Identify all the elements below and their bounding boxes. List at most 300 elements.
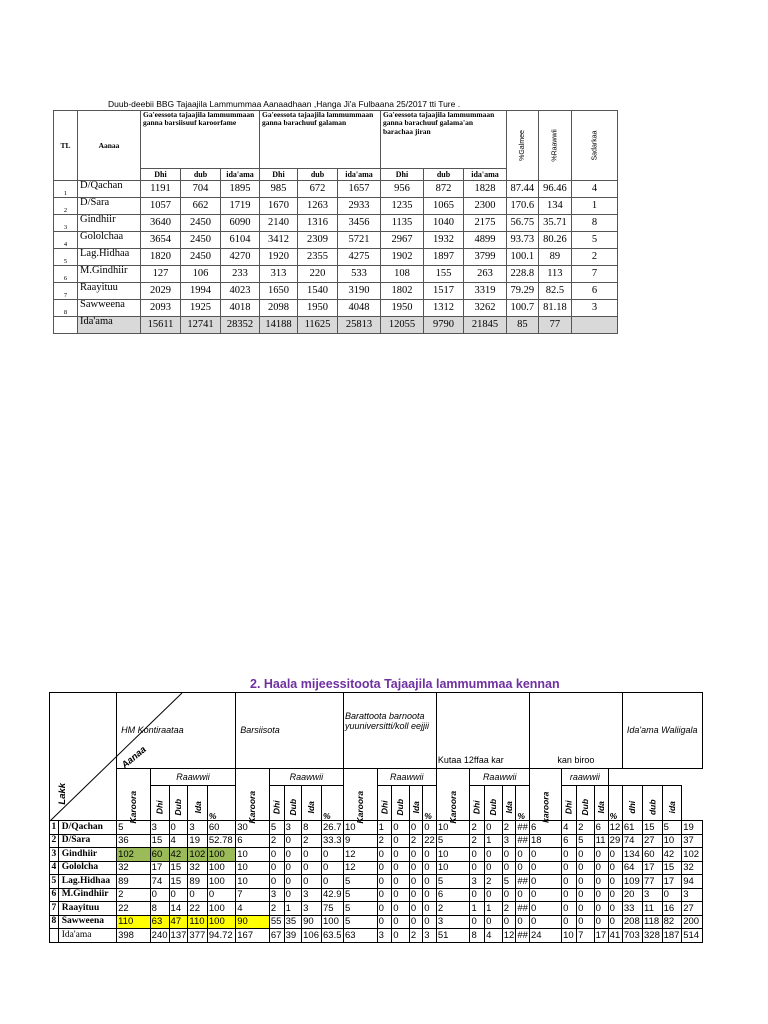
group-planned: Ga'eessota tajaajila lammummaan ganna barsiisuuf karoorfame	[141, 111, 260, 169]
table-cell: 0	[516, 888, 530, 902]
table-cell: 1828	[464, 181, 507, 198]
table-cell: 60	[643, 848, 663, 862]
table-cell: 0	[392, 902, 410, 916]
table-cell: 0	[502, 861, 516, 875]
total-cell: 398	[117, 929, 151, 943]
district-name: D/Qachan	[58, 821, 116, 835]
table-cell: 0	[284, 888, 302, 902]
table-cell: 32	[117, 861, 151, 875]
table-cell: 5	[572, 232, 618, 249]
table-cell: 6	[436, 888, 470, 902]
table-cell: 8	[572, 215, 618, 232]
table-cell: 5	[343, 875, 377, 889]
table-cell: 35.71	[538, 215, 571, 232]
table-cell: 0	[392, 888, 410, 902]
table-cell: 0	[409, 875, 422, 889]
table-cell: 2098	[260, 300, 298, 317]
karoora-header: Karoora	[436, 769, 470, 821]
dhi-header: Dhi	[377, 786, 392, 821]
group-attending: Ga'eessota tajaajila lammummaan ganna barachuuf galama'an barachaa jiran	[381, 111, 507, 169]
table-cell: 0	[529, 875, 561, 889]
table-cell: 27	[682, 902, 703, 916]
table-cell: 96.46	[538, 181, 571, 198]
table-cell: 11	[643, 902, 663, 916]
table-cell: 6090	[221, 215, 260, 232]
table-cell: 2967	[381, 232, 424, 249]
total-label: Ida'ama	[78, 317, 141, 334]
table-cell: 10	[436, 821, 470, 835]
table-cell: 0	[392, 821, 410, 835]
table-cell: 0	[562, 915, 577, 929]
table-cell: 0	[269, 861, 284, 875]
total-cell: 7	[577, 929, 595, 943]
sub-header: Dhi	[381, 169, 424, 181]
table-cell: 18	[529, 834, 561, 848]
table-cell: 0	[577, 848, 595, 862]
table-cell: 100	[207, 915, 235, 929]
row-number: 3	[54, 215, 78, 232]
table-cell: 5721	[338, 232, 381, 249]
row-number: 1	[54, 181, 78, 198]
table-cell: 0	[284, 848, 302, 862]
table-cell: 0	[392, 861, 410, 875]
row-number: 1	[50, 821, 59, 835]
row-number: 7	[54, 283, 78, 300]
total-cell: 25813	[338, 317, 381, 334]
table-cell: 0	[594, 875, 608, 889]
table-cell: ##	[517, 821, 528, 833]
table-cell: 208	[622, 915, 642, 929]
ida-header: Ida	[188, 786, 207, 821]
percent-header: %	[608, 786, 622, 821]
district-name: Sawweena	[78, 300, 141, 317]
sub-header: ida'ama	[221, 169, 260, 181]
table-cell: 56.75	[507, 215, 539, 232]
district-name: Gololcha	[58, 861, 116, 875]
table-cell: 6	[594, 821, 608, 835]
table-cell: 0	[608, 915, 622, 929]
table-cell: 7	[236, 888, 270, 902]
table-cell: 1994	[181, 283, 221, 300]
table-cell: 2	[572, 249, 618, 266]
table-cell: 2	[436, 902, 470, 916]
table-cell: 0	[377, 902, 392, 916]
table-cell: 36	[117, 834, 151, 848]
table-cell: 29	[608, 834, 622, 848]
table-cell: 7	[572, 266, 618, 283]
table-cell: 4048	[338, 300, 381, 317]
table-cell: 1057	[141, 198, 181, 215]
ida-header: Ida	[409, 786, 422, 821]
total-cell: 63.5	[323, 929, 342, 941]
row-number: 4	[54, 232, 78, 249]
total-cell: 77	[538, 317, 571, 334]
table-cell: 1802	[381, 283, 424, 300]
table-cell: 102	[117, 848, 151, 862]
table-cell: 2140	[260, 215, 298, 232]
table-cell: 0	[392, 848, 410, 862]
table-cell: 1950	[298, 300, 338, 317]
table1-caption: Duub-deebii BBG Tajaajila Lammummaa Aanaadhaan ,Hanga Ji'a Fulbaana 25/2017 tti Ture .	[108, 99, 461, 109]
table-row	[50, 834, 703, 848]
table-cell: 1932	[424, 232, 464, 249]
table-cell: 0	[322, 875, 344, 889]
table-cell: 1263	[298, 198, 338, 215]
total-row	[54, 317, 618, 334]
table-cell: 47	[169, 915, 188, 929]
table-cell: 10	[236, 848, 270, 862]
sub-header: Dhi	[141, 169, 181, 181]
table-cell: 3	[682, 888, 703, 902]
table-cell: 33	[622, 902, 642, 916]
table-cell: 27	[643, 834, 663, 848]
table-cell: 0	[409, 861, 422, 875]
district-name: M.Gindhiir	[78, 266, 141, 283]
table-cell: 134	[538, 198, 571, 215]
table-cell: 1	[485, 902, 503, 916]
table-cell: 3	[188, 821, 207, 835]
table-cell: 0	[470, 888, 485, 902]
total-cell: 63	[343, 929, 377, 943]
table-cell: 0	[562, 861, 577, 875]
table-cell: 1135	[381, 215, 424, 232]
district-name: Gololchaa	[78, 232, 141, 249]
table-cell: 5	[577, 834, 595, 848]
lakk-label: Lakk	[57, 782, 69, 805]
table-cell: 12	[343, 848, 377, 862]
table-cell: 100	[207, 875, 235, 889]
table-cell: 0	[392, 915, 410, 929]
group-idaama-waliigala: Ida'ama Waliigala	[622, 693, 702, 769]
table-cell: 3654	[141, 232, 181, 249]
table-cell: 102	[682, 848, 703, 862]
table-cell: 5	[436, 834, 470, 848]
table-cell: 2	[409, 834, 422, 848]
row-number: 5	[54, 249, 78, 266]
dhi-header: Dhi	[269, 786, 284, 821]
col-tl: TL	[54, 111, 78, 181]
table-cell: 3190	[338, 283, 381, 300]
dub-header: Dub	[392, 786, 410, 821]
table-cell: 19	[188, 834, 207, 848]
percent-header: %	[423, 786, 437, 821]
table-cell: 0	[423, 875, 437, 889]
table-cell: 94	[682, 875, 703, 889]
table-cell: 533	[338, 266, 381, 283]
table-cell: 4018	[221, 300, 260, 317]
table-cell: 9	[343, 834, 377, 848]
table-cell: 60	[207, 821, 235, 835]
table-cell: 17	[150, 861, 169, 875]
table-cell: 0	[562, 848, 577, 862]
table-cell: 1657	[338, 181, 381, 198]
table-cell: 0	[207, 888, 235, 902]
row-number: 3	[50, 848, 59, 862]
table-cell: 1897	[424, 249, 464, 266]
table-row	[54, 181, 618, 198]
table-cell: 15	[169, 875, 188, 889]
group-kan-biroo: kan biroo	[529, 693, 622, 769]
total-cell: 514	[682, 929, 703, 943]
ida-header: Ida	[302, 786, 322, 821]
table-cell: 0	[322, 848, 344, 862]
table-cell: 662	[181, 198, 221, 215]
table-cell: 100	[322, 915, 344, 929]
table-cell: 0	[377, 888, 392, 902]
table-cell: 0	[409, 888, 422, 902]
table-cell: 102	[188, 848, 207, 862]
table-cell: 90	[302, 915, 322, 929]
table-cell: 0	[502, 888, 516, 902]
table-cell: 1925	[181, 300, 221, 317]
table-cell: 0	[529, 848, 561, 862]
table-cell: 22	[117, 902, 151, 916]
table-cell: 33.3	[323, 835, 342, 846]
table-cell: 200	[682, 915, 703, 929]
raawwii-header: Raawwii	[470, 769, 529, 786]
total-cell: 106	[302, 929, 322, 943]
total-row	[50, 929, 703, 943]
total-cell: 39	[284, 929, 302, 943]
total-cell: 67	[269, 929, 284, 943]
table-cell: 106	[181, 266, 221, 283]
table-cell: 2	[117, 888, 151, 902]
table-cell: 0	[608, 888, 622, 902]
table-cell: 0	[423, 848, 437, 862]
table-row	[54, 249, 618, 266]
table-cell: 3	[643, 888, 663, 902]
table-cell: 4023	[221, 283, 260, 300]
table-cell: 0	[409, 915, 422, 929]
total-cell: 3	[377, 929, 392, 943]
total-cell: 8	[470, 929, 485, 943]
table-cell: 1	[377, 821, 392, 835]
table-cell: 0	[608, 902, 622, 916]
table-cell: 10	[662, 834, 682, 848]
table-cell: 1820	[141, 249, 181, 266]
table-cell: 0	[284, 861, 302, 875]
table-cell: 20	[622, 888, 642, 902]
table-cell: 0	[485, 848, 503, 862]
table-cell: 32	[682, 861, 703, 875]
row-number: 2	[50, 834, 59, 848]
table-cell: 90	[236, 915, 270, 929]
dhi-header: Dhi	[562, 786, 577, 821]
total-cell: 21845	[464, 317, 507, 334]
table-cell: 3319	[464, 283, 507, 300]
raawwii-header: Raawwii	[150, 769, 236, 786]
table-cell: 64	[622, 861, 642, 875]
table-cell: 985	[260, 181, 298, 198]
table-cell: 0	[562, 888, 577, 902]
table-row	[50, 861, 703, 875]
table-cell: 3	[436, 915, 470, 929]
table-cell: 0	[608, 875, 622, 889]
table-cell: 100	[207, 848, 235, 862]
total-cell: 12	[503, 929, 515, 941]
table-cell: 0	[502, 848, 516, 862]
aanaa-label: Aanaa	[119, 744, 149, 771]
table-cell: 26.7	[323, 821, 342, 833]
karoora-header: Karoora	[117, 769, 151, 821]
table-cell: 3799	[464, 249, 507, 266]
table-cell: 4	[562, 821, 577, 835]
table-cell: 1895	[221, 181, 260, 198]
table-cell: 37	[682, 834, 703, 848]
table-cell: 0	[529, 902, 561, 916]
total-cell: 3	[423, 929, 437, 943]
total-blank	[54, 317, 78, 334]
table-cell: 6104	[221, 232, 260, 249]
table-cell: 1670	[260, 198, 298, 215]
table-cell: 8	[150, 902, 169, 916]
table-cell: 22	[188, 902, 207, 916]
total-cell: 12055	[381, 317, 424, 334]
table-cell: 2933	[338, 198, 381, 215]
col-aanaa: Aanaa	[78, 111, 141, 181]
total-cell: 24	[529, 929, 561, 943]
karoora-header: karoora	[529, 769, 561, 821]
table-cell: 3	[302, 902, 322, 916]
total-cell: 10	[562, 929, 577, 943]
district-name: Raayituu	[78, 283, 141, 300]
percent-header: %	[516, 786, 530, 821]
table-row	[50, 915, 703, 929]
table-cell: 61	[622, 821, 642, 835]
table-cell: 0	[516, 861, 530, 875]
table-cell: 0	[302, 875, 322, 889]
table-cell: 3	[284, 821, 302, 835]
total-label: Ida'ama	[58, 929, 116, 943]
district-name: Lag.Hidhaa	[58, 875, 116, 889]
total-blank	[50, 929, 59, 943]
table-cell: 100.1	[507, 249, 539, 266]
row-number: 8	[50, 915, 59, 929]
table-cell: 0	[594, 902, 608, 916]
table-cell: 108	[381, 266, 424, 283]
table-cell: 0	[409, 821, 422, 835]
table-cell: 2	[577, 821, 595, 835]
table-row	[50, 821, 703, 835]
table-cell: 1065	[424, 198, 464, 215]
total-cell	[572, 317, 618, 334]
table-cell: ##	[517, 875, 528, 887]
table-cell: 5	[662, 821, 682, 835]
percent-header: %	[322, 786, 344, 821]
table-cell: 6	[529, 821, 561, 835]
total-cell: 240	[151, 929, 168, 941]
table-cell: 0	[529, 915, 561, 929]
sub-header: dub	[181, 169, 221, 181]
table-row	[54, 198, 618, 215]
table-cell: 100	[207, 902, 235, 916]
row-number: 6	[50, 888, 59, 902]
table-cell: 220	[298, 266, 338, 283]
table-cell: 2029	[141, 283, 181, 300]
table-cell: ##	[517, 902, 528, 914]
table-cell: 14	[169, 902, 188, 916]
dub-header: Dub	[485, 786, 503, 821]
table-cell: 89	[117, 875, 151, 889]
table-cell: 0	[485, 888, 503, 902]
table-cell: 74	[150, 875, 169, 889]
table-cell: ##	[517, 835, 528, 846]
table-cell: 11	[594, 834, 608, 848]
table-cell: 3	[269, 888, 284, 902]
table-cell: 0	[188, 888, 207, 902]
table-row	[54, 266, 618, 283]
table-cell: 17	[662, 875, 682, 889]
dhi-header: Dhi	[470, 786, 485, 821]
table-cell: 81.18	[538, 300, 571, 317]
table-cell: 60	[150, 848, 169, 862]
district-name: Raayituu	[58, 902, 116, 916]
table-cell: 32	[188, 861, 207, 875]
table-cell: 42	[662, 848, 682, 862]
table-cell: 3412	[260, 232, 298, 249]
table-cell: 52.78	[207, 834, 235, 848]
table-cell: 2	[269, 834, 284, 848]
ida-header: Ida	[502, 786, 516, 821]
table-cell: 3262	[464, 300, 507, 317]
raawwii-header: raawwii	[562, 769, 609, 786]
table-cell: 2	[502, 821, 516, 835]
table-cell: 15	[169, 861, 188, 875]
table-row	[54, 215, 618, 232]
col-galmee: %Galmee	[507, 111, 539, 181]
table-cell: 5	[117, 821, 151, 835]
table-cell: 0	[516, 915, 530, 929]
table-cell: 2	[377, 834, 392, 848]
table-cell: 0	[392, 875, 410, 889]
group-barsiisota: Barsiisota	[236, 693, 344, 769]
sub-header: dub	[424, 169, 464, 181]
enrollment-table	[53, 110, 618, 334]
table-cell: 5	[343, 902, 377, 916]
table-cell: 0	[377, 915, 392, 929]
table-cell: 1	[470, 902, 485, 916]
table-cell: 5	[269, 821, 284, 835]
group-barattoota: Barattoota barnoota yuuniversitti/koll eejjii	[343, 693, 436, 769]
table-cell: 0	[662, 888, 682, 902]
table-cell: 12	[608, 821, 622, 835]
total-cell: 9790	[424, 317, 464, 334]
table-cell: 4270	[221, 249, 260, 266]
table-cell: 10	[236, 861, 270, 875]
karoora-header: Karoora	[343, 769, 377, 821]
table-cell: 0	[269, 875, 284, 889]
table-cell: 0	[608, 848, 622, 862]
table-cell: 1517	[424, 283, 464, 300]
table-cell: 0	[302, 861, 322, 875]
table-cell: 110	[188, 915, 207, 929]
table-cell: 155	[424, 266, 464, 283]
sub-header: Dhi	[260, 169, 298, 181]
row-number: 2	[54, 198, 78, 215]
table-cell: 0	[284, 834, 302, 848]
total-cell: 187	[662, 929, 682, 943]
group-kutaa12: Kutaa 12ffaa kar	[436, 693, 529, 769]
table-cell: 1	[485, 834, 503, 848]
table-cell: 0	[409, 902, 422, 916]
total-cell: 377	[188, 929, 207, 943]
table-cell: 0	[423, 902, 437, 916]
table-cell: 55	[269, 915, 284, 929]
total-cell: 11625	[298, 317, 338, 334]
table-cell: 89	[188, 875, 207, 889]
table-cell: 0	[485, 821, 503, 835]
total-cell: 137	[170, 929, 187, 941]
